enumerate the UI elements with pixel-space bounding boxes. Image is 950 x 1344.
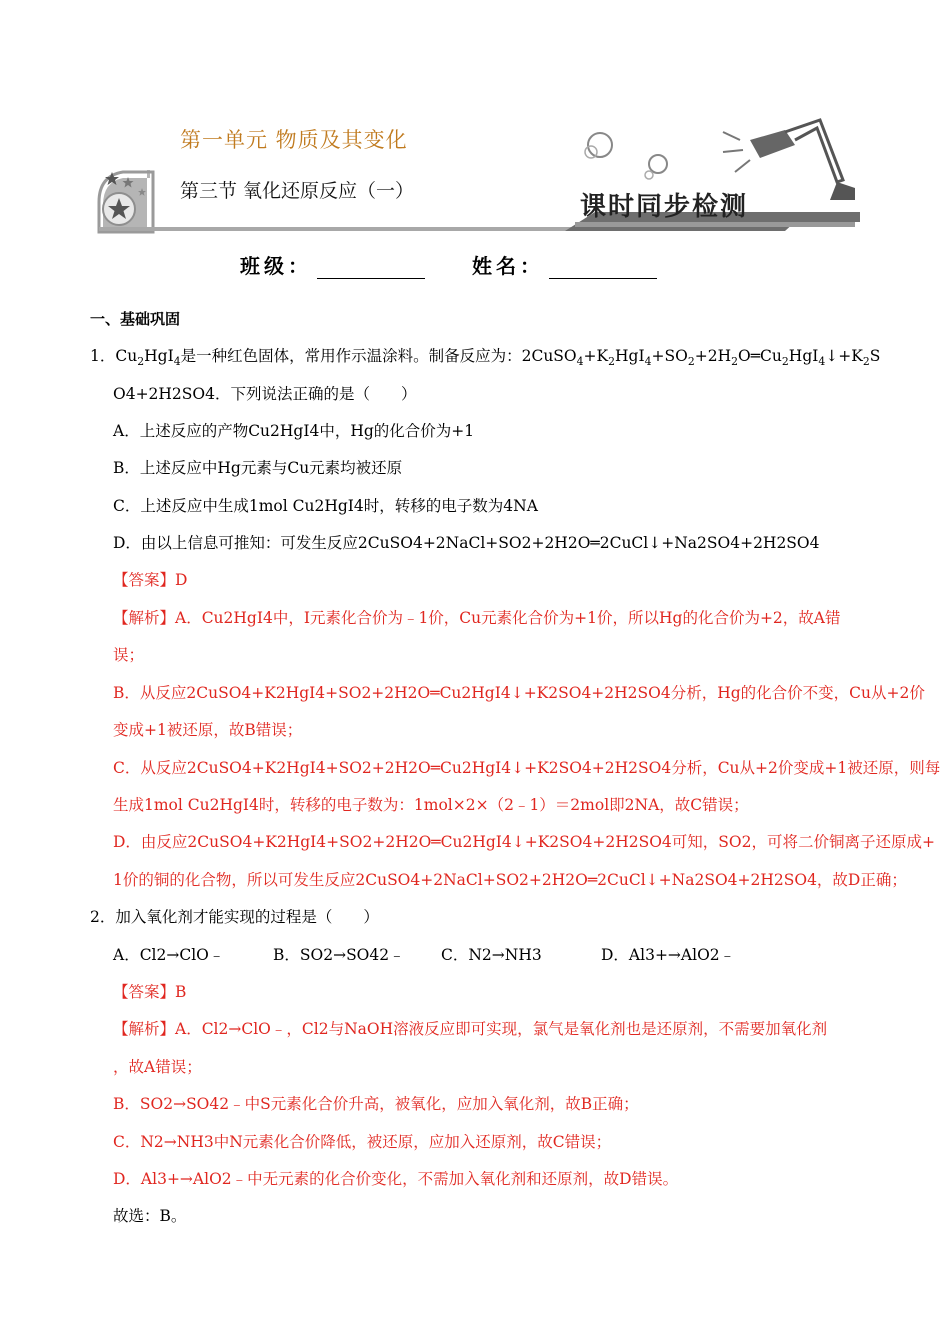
q2-explanation-5: D．Al3+→AlO2﹣中无元素的化合价变化，不需加入氧化剂和还原剂，故D错误。 (113, 1170, 679, 1188)
q2-explanation-2: ，故A错误； (113, 1058, 202, 1076)
name-label: 姓名： (472, 254, 544, 278)
q2-explanation-3: B．SO2→SO42﹣中S元素化合价升高，被氧化，应加入氧化剂，故B正确； (113, 1095, 639, 1113)
unit-title: 第一单元 物质及其变化 (180, 128, 408, 152)
q1-explanation-7: D．由反应2CuSO4+K2HgI4+SO2+2H2O═Cu2HgI4↓+K2SO4+2H2SO4可知，SO2，可将二价铜离子还原成+ (113, 833, 935, 851)
q1-explanation-4: 变成+1被还原，故B错误； (113, 721, 303, 739)
badge-text: 课时同步检测 (580, 192, 749, 222)
q1-explanation-8: 1价的铜的化合物，所以可发生反应2CuSO4+2NaCl+SO2+2H2O═2CuCl↓+Na2SO4+2H2SO4，故D正确； (113, 871, 907, 889)
q1-explanation-6: 生成1mol Cu2HgI4时，转移的电子数为：1mol×2×（2﹣1）＝2mol即2NA，故C错误； (113, 796, 749, 814)
star-emblem-icon (99, 170, 153, 232)
q1-option-c: C．上述反应中生成1mol Cu2HgI4时，转移的电子数为4NA (113, 497, 538, 515)
q1-answer: 【答案】D (113, 571, 188, 589)
q1-explanation-1: 【解析】A．Cu2HgI4中，I元素化合价为﹣1价，Cu元素化合价为+1价，所以Hg的化合价为+2，故A错 (113, 609, 841, 627)
class-label: 班级： (240, 254, 312, 278)
section-title: 第三节 氧化还原反应（一） (180, 180, 415, 202)
q2-stem: 2．加入氧化剂才能实现的过程是（ ） (90, 908, 379, 926)
q2-option-c: C．N2→NH3 (441, 946, 542, 964)
q2-answer: 【答案】B (113, 983, 187, 1001)
q1-option-a: A．上述反应的产物Cu2HgI4中，Hg的化合价为+1 (113, 422, 475, 440)
class-field (240, 250, 425, 279)
section-heading: 一、基础巩固 (90, 310, 181, 328)
q2-conclusion: 故选：B。 (113, 1207, 187, 1225)
q1-stem-line1: 1．$Cu_2HgI_4$是一种红色固体，常用作示温涂料。制备反应为：$2CuSO_4+K_2HgI_4+SO_2+2H_2O═Cu_2HgI_4↓+K_2S$ (90, 347, 881, 369)
q2-option-b: B．SO2→SO42﹣ (273, 946, 405, 964)
q1-explanation-3: B．从反应2CuSO4+K2HgI4+SO2+2H2O═Cu2HgI4↓+K2SO4+2H2SO4分析，Hg的化合价不变，Cu从+2价 (113, 684, 925, 702)
q2-explanation-1: 【解析】A．Cl2→ClO﹣，Cl2与NaOH溶液反应即可实现，氯气是氧化剂也是还原剂，不需要加氧化剂 (113, 1020, 828, 1038)
q2-explanation-4: C．N2→NH3中N元素化合价降低，被还原，应加入还原剂，故C错误； (113, 1133, 612, 1151)
q2-option-d: D．Al3+→AlO2﹣ (601, 946, 736, 964)
q2-option-a: A．Cl2→ClO﹣ (113, 946, 225, 964)
q1-explanation-2: 误； (113, 646, 145, 664)
name-field (472, 250, 657, 279)
q1-explanation-5: C．从反应2CuSO4+K2HgI4+SO2+2H2O═Cu2HgI4↓+K2SO4+2H2SO4分析，Cu从+2价变成+1被还原，则每 (113, 759, 941, 777)
q1-stem-line2: O4+2H2SO4．下列说法正确的是（ ） (113, 385, 417, 403)
q1-option-d: D．由以上信息可推知：可发生反应2CuSO4+2NaCl+SO2+2H2O═2CuCl↓+Na2SO4+2H2SO4 (113, 534, 820, 552)
name-blank[interactable] (549, 256, 657, 279)
class-blank[interactable] (317, 256, 425, 279)
q1-option-b: B．上述反应中Hg元素与Cu元素均被还原 (113, 459, 403, 477)
